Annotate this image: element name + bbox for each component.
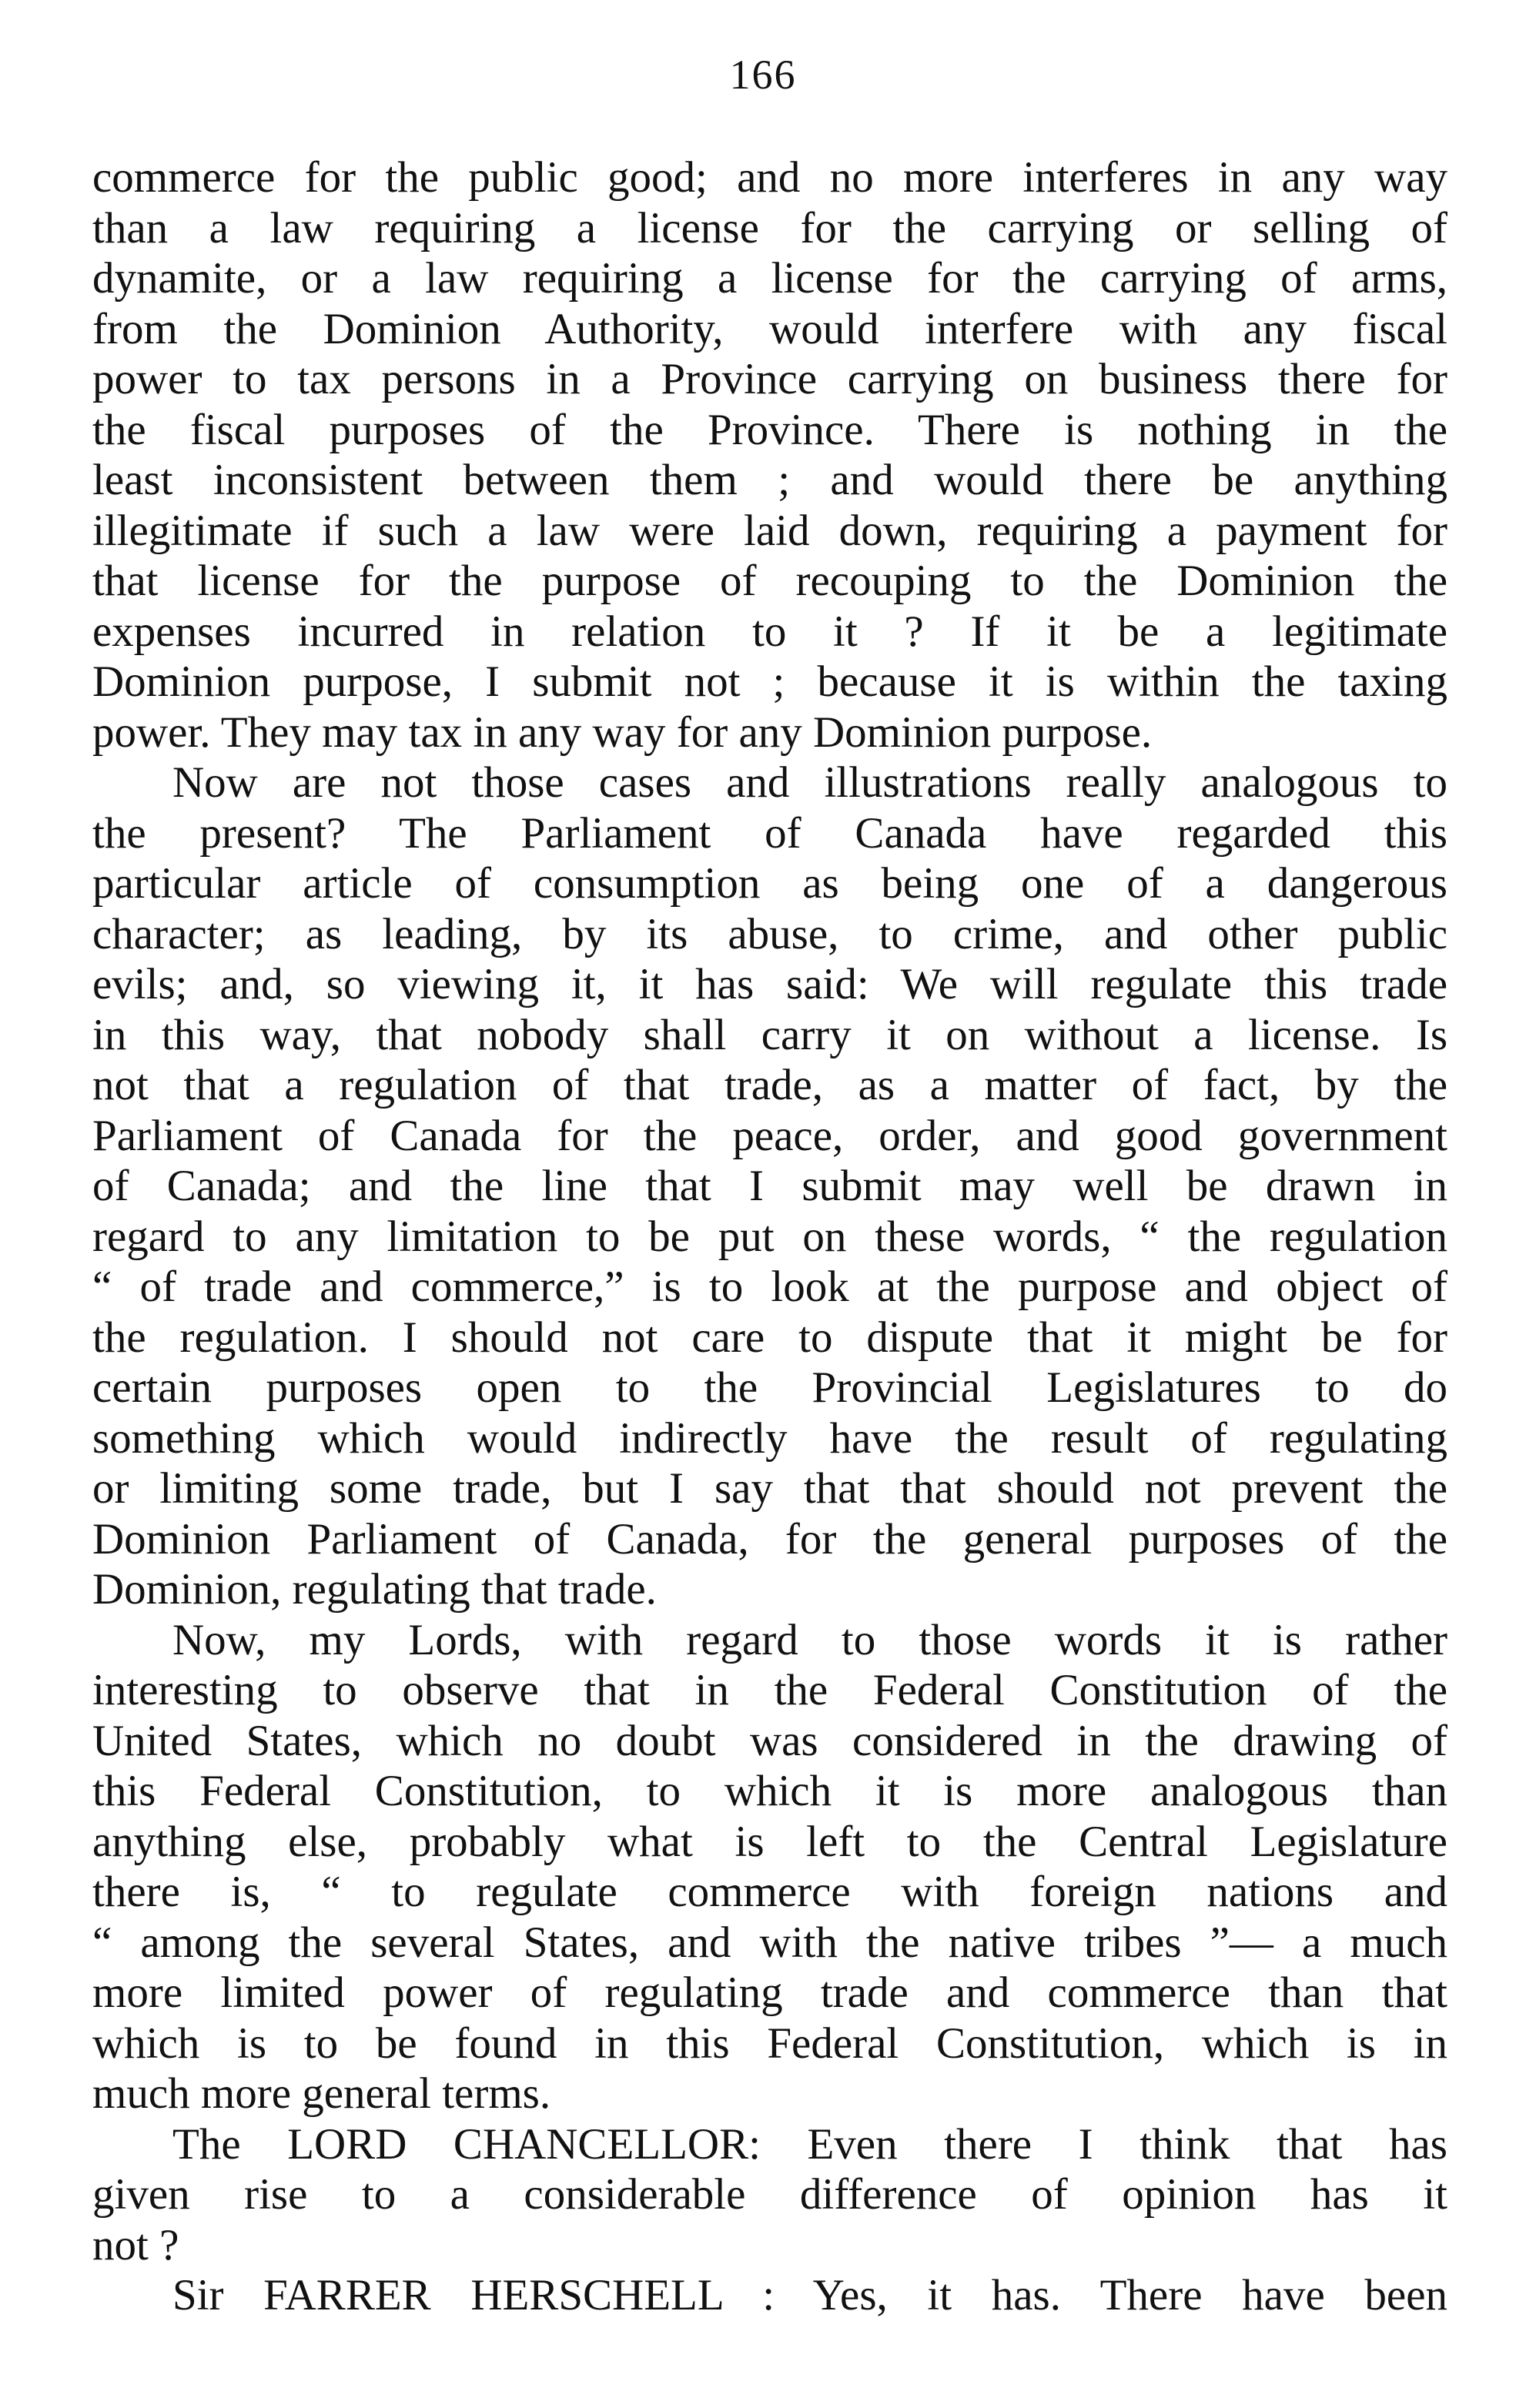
text-line: which is to be found in this Federal Constitution, which is in <box>92 2018 1447 2068</box>
text-line: illegitimate if such a law were laid down, requiring a payment for <box>92 506 1447 555</box>
text-line: anything else, probably what is left to the Central Legislature <box>92 1817 1447 1866</box>
text-line: particular article of consumption as being one of a dangerous <box>92 859 1447 908</box>
text-line: power. They may tax in any way for any Dominion purpose. <box>92 707 1153 757</box>
text-line: Dominion Parliament of Canada, for the general purposes of the <box>92 1514 1447 1564</box>
text-line: character; as leading, by its abuse, to crime, and other public <box>92 909 1447 958</box>
text-line: Parliament of Canada for the peace, order, and good government <box>92 1111 1447 1160</box>
text-line: or limiting some trade, but I say that that should not prevent the <box>92 1464 1447 1513</box>
text-line: Sir FARRER HERSCHELL : Yes, it has. There have been <box>172 2271 1447 2319</box>
text-line: Dominion purpose, I submit not ; because it is within the taxing <box>92 657 1447 706</box>
text-line: certain purposes open to the Provincial Legislatures to do <box>92 1363 1447 1412</box>
page-number: 166 <box>729 52 797 98</box>
text-line: Now, my Lords, with regard to those words it is rather <box>172 1615 1447 1664</box>
text-line: the present? The Parliament of Canada have regarded this <box>92 808 1447 858</box>
text-line: of Canada; and the line that I submit may well be drawn in <box>92 1162 1447 1210</box>
text-line: United States, which no doubt was considered in the drawing of <box>92 1716 1447 1765</box>
text-line: interesting to observe that in the Federal Constitution of the <box>92 1666 1447 1714</box>
text-line: not that a regulation of that trade, as a matter of fact, by the <box>92 1061 1447 1109</box>
text-line: Dominion, regulating that trade. <box>92 1565 657 1614</box>
text-line: more limited power of regulating trade and commerce than that <box>92 1968 1447 2017</box>
text-line: that license for the purpose of recouping to the Dominion the <box>92 557 1447 605</box>
text-line: regard to any limitation to be put on these words, “ the regulation <box>92 1212 1447 1261</box>
text-line: given rise to a considerable difference of opinion has it <box>92 2170 1447 2219</box>
text-line: expenses incurred in relation to it ? If it be a legitimate <box>92 607 1447 656</box>
text-line: “ among the several States, and with the native tribes ”— a much <box>92 1918 1447 1967</box>
text-line: “ of trade and commerce,” is to look at the purpose and object of <box>92 1263 1447 1311</box>
text-line: evils; and, so viewing it, it has said: We will regulate this trade <box>92 960 1447 1008</box>
text-line: the fiscal purposes of the Province. There is nothing in the <box>92 405 1447 454</box>
text-line: dynamite, or a law requiring a license for the carrying of arms, <box>92 254 1447 303</box>
text-line: power to tax persons in a Province carrying on business there for <box>92 355 1447 403</box>
text-line: something which would indirectly have the result of regulating <box>92 1413 1447 1463</box>
text-line: Now are not those cases and illustrations really analogous to <box>172 758 1447 807</box>
body-text <box>92 152 1447 2321</box>
text-line: than a law requiring a license for the carrying or selling of <box>92 203 1447 253</box>
text-line: from the Dominion Authority, would interfere with any fiscal <box>92 304 1447 353</box>
text-line: this Federal Constitution, to which it is more analogous than <box>92 1767 1447 1815</box>
text-line: much more general terms. <box>92 2069 551 2118</box>
text-line: not ? <box>92 2220 179 2269</box>
text-line: The LORD CHANCELLOR: Even there I think that has <box>172 2119 1447 2169</box>
text-line: least inconsistent between them ; and would there be anything <box>92 456 1447 504</box>
text-line: there is, “ to regulate commerce with foreign nations and <box>92 1868 1447 1916</box>
text-line: commerce for the public good; and no more interferes in any way <box>92 153 1447 202</box>
text-line: in this way, that nobody shall carry it on without a license. Is <box>92 1010 1447 1059</box>
text-line: the regulation. I should not care to dispute that it might be for <box>92 1313 1447 1362</box>
